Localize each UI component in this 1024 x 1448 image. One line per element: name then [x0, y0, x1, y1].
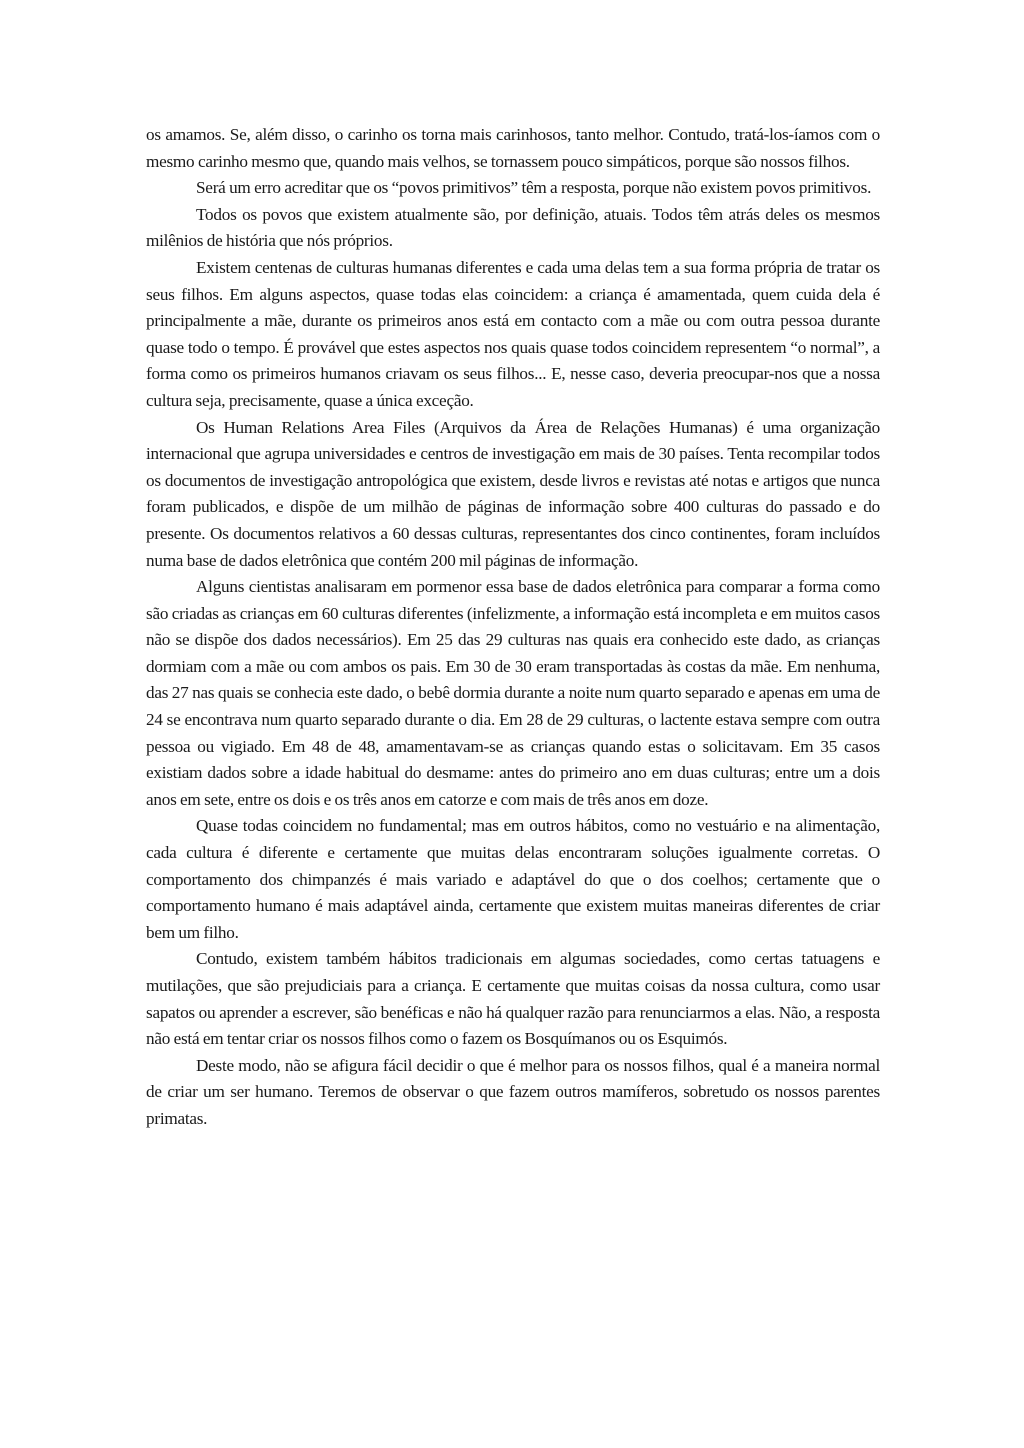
paragraph-traditional-habits: Contudo, existem também hábitos tradicionais em algumas sociedades, como certas tatuagens e mutilações, que são prejudiciais para a criança. E certamente que muitas coisas da nossa cultura, como usar sapatos ou aprender a escrever, são benéficas e não há qualquer razão para renunciarmos a elas. Não, a resposta não está em tentar criar os nossos filhos como o fazem os Bosquímanos ou os Esquimós.	[146, 949, 880, 1049]
paragraph-hundreds-of-cultures: Existem centenas de culturas humanas diferentes e cada uma delas tem a sua forma própria de tratar os seus filhos. Em alguns aspectos, quase todas elas coincidem: a criança é amamentada, quem cuida dela é principalmente a mãe, durante os primeiros anos está em contacto com a mãe ou com outra pessoa durante quase todo o tempo. É provável que estes aspectos nos quais quase todos coincidem representem “o normal”, a forma como os primeiros humanos criavam os seus filhos... E, nesse caso, deveria preocupar-nos que a nossa cultura seja, precisamente, quase a única exceção.	[146, 257, 880, 410]
paragraph-scientists-analysis: Alguns cientistas analisaram em pormenor essa base de dados eletrônica para comparar a forma como são criadas as crianças em 60 culturas diferentes (infelizmente, a informação está incompleta e em muitos casos não se dispõe dos dados necessários). Em 25 das 29 culturas nas quais era conhecido este dado, as crianças dormiam com a mãe ou com ambos os pais. Em 30 de 30 eram transportadas às costas da mãe. Em nenhuma, das 27 nas quais se conhecia este dado, o bebê dormia durante a noite num quarto separado e apenas em uma de 24 se encontrava num quarto separado durante o dia. Em 28 de 29 culturas, o lactente estava sempre com outra pessoa ou vigiado. Em 48 de 48, amamentavam-se as crianças quando estas o solicitavam. Em 35 casos existiam dados sobre a idade habitual do desmame: antes do primeiro ano em duas culturas; entre um a dois anos em sete, entre os dois e os três anos em catorze e com mais de três anos em doze.	[146, 577, 880, 809]
paragraph-all-peoples-current: Todos os povos que existem atualmente são, por definição, atuais. Todos têm atrás deles os mesmos milênios de história que nós próprios.	[146, 204, 880, 251]
paragraph-conclusion: Deste modo, não se afigura fácil decidir o que é melhor para os nossos filhos, qual é a maneira normal de criar um ser humano. Teremos de observar o que fazem outros mamíferos, sobretudo os nossos parentes primatas.	[146, 1055, 880, 1128]
paragraph-primitive-peoples: Será um erro acreditar que os “povos primitivos” têm a resposta, porque não existem povos primitivos.	[196, 178, 872, 198]
paragraph-continued: os amamos. Se, além disso, o carinho os torna mais carinhosos, tanto melhor. Contudo, tratá-los-íamos com o mesmo carinho mesmo que, quando mais velhos, se tornassem pouco simpáticos, porque são nossos filhos.	[146, 125, 880, 171]
paragraph-human-relations-area-files: Os Human Relations Area Files (Arquivos da Área de Relações Humanas) é uma organização internacional que agrupa universidades e centros de investigação em mais de 30 países. Tenta recompilar todos os documentos de investigação antropológica que existem, desde livros e revistas até notas e artigos que nunca foram publicados, e dispõe de um milhão de páginas de informação sobre 400 culturas do passado e do presente. Os documentos relativos a 60 dessas culturas, representantes dos cinco continentes, foram incluídos numa base de dados eletrônica que contém 200 mil páginas de informação.	[146, 417, 880, 570]
page-body	[146, 122, 880, 1133]
paragraph-fundamental-coincidence: Quase todas coincidem no fundamental; mas em outros hábitos, como no vestuário e na alimentação, cada cultura é diferente e certamente que muitas delas encontraram soluções igualmente corretas. O comportamento dos chimpanzés é mais variado e adaptável do que o dos coelhos; certamente que o comportamento humano é mais adaptável ainda, certamente que existem muitas maneiras diferentes de criar bem um filho.	[146, 816, 880, 942]
